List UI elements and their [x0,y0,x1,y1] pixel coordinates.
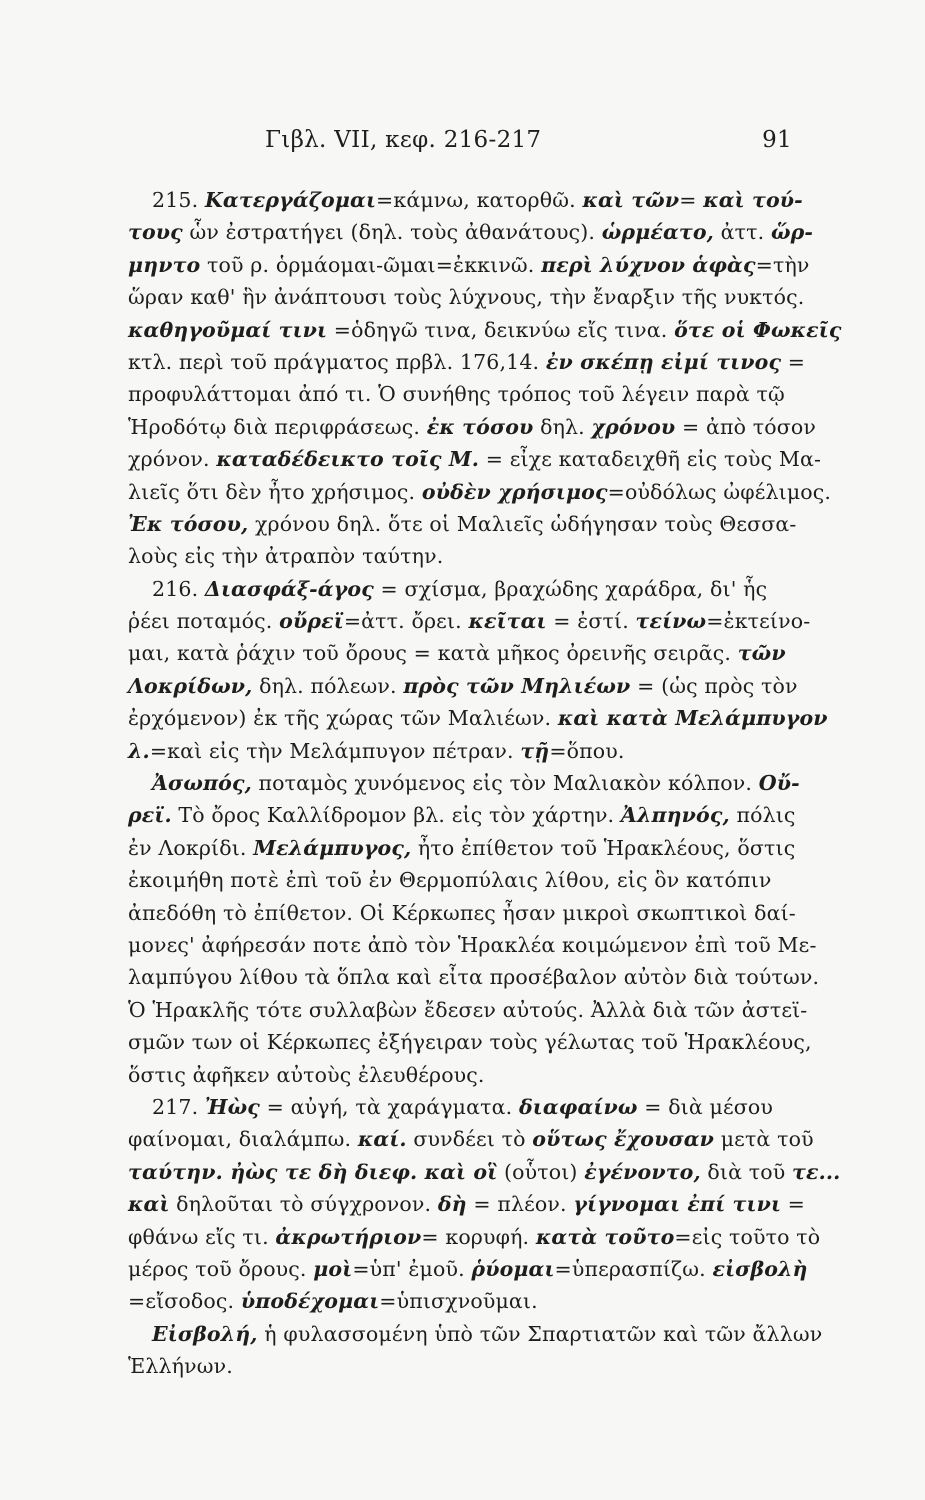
gloss-text: ἡ φυλασσομένη ὑπὸ τῶν Σπαρτιατῶν καὶ τῶν ἄλλων [257,1321,823,1346]
text-line [0,735,925,767]
text-line [0,508,925,540]
gloss-text: = πλέον. [466,1192,574,1217]
gloss-text: =ὑπερασπίζω. [554,1256,713,1281]
gloss-text: κτλ. περὶ τοῦ πράγματος πρβλ. 176,14. [128,349,546,374]
text-line [0,637,925,669]
gloss-text: λοὺς εἰς τὴν ἀτραπὸν ταύτην. [128,544,444,569]
text-line [0,249,925,281]
gloss-text: = [781,349,806,374]
text-line [0,1221,925,1253]
text-line [0,1059,925,1091]
gloss-text: =τὴν [755,252,810,277]
gloss-text: =ὅπου. [549,738,625,763]
gloss-text: = ἐστί. [546,609,636,634]
lemma-term: εἰσβολὴ [712,1256,808,1281]
gloss-text: ὅστις ἀφῆκεν αὐτοὺς ἐλευθέρους. [128,1062,485,1087]
gloss-text: =ἐκτείνο- [706,609,811,634]
lemma-term: ὥρ- [770,220,814,245]
text-line [0,411,925,443]
gloss-text: 217. [152,1094,205,1119]
text-line [0,1156,925,1188]
gloss-text: = (ὡς πρὸς τὸν [630,673,798,698]
gloss-text: = διὰ μέσου [637,1094,774,1119]
lemma-term: οὐδὲν χρήσιμος [421,479,608,504]
gloss-text: φθάνω εἴς τι. [128,1224,276,1249]
text-line [0,1285,925,1317]
lemma-term: ὡρμέατο, [601,220,714,245]
text-line [0,994,925,1026]
text-line [0,1123,925,1155]
gloss-text: χρόνον. [128,447,217,472]
lemma-term: ἐν σκέπῃ εἰμί τινος [545,349,782,374]
text-line [0,605,925,637]
text-line [0,573,925,605]
lemma-term: Κατεργάζομαι [204,188,377,212]
gloss-text: ἀττ. [713,220,771,245]
gloss-text: ὧν ἐστρατήγει (δηλ. τοὺς ἀθανάτους). [182,220,602,245]
gloss-text: = κορυφή. [421,1224,536,1249]
page-number: 91 [762,127,792,153]
gloss-text: ἦτο ἐπίθετον τοῦ Ἡρακλέους, ὅστις [411,835,796,860]
lemma-term: οὕτως ἔχουσαν [532,1127,715,1152]
text-line [0,1318,925,1350]
text-line [0,540,925,572]
gloss-text: =οὐδόλως ὠφέλιμος. [607,479,832,504]
gloss-text: =εἴσοδος. [128,1289,241,1314]
text-line [0,1350,925,1382]
text-line [0,346,925,378]
lemma-term: καὶ [128,1192,170,1217]
gloss-text: =ὁδηγῶ τινα, δεικνύω εἴς τινα. [327,317,675,342]
text-line [0,767,925,799]
gloss-text: μετὰ τοῦ [714,1127,814,1152]
gloss-text: = [781,1192,806,1217]
lemma-term: δὴ [437,1192,467,1217]
gloss-text: χρόνου δηλ. ὅτε οἱ Μαλιεῖς ὡδήγησαν τοὺς Θεσσα- [248,511,797,536]
gloss-text: ὥραν καθ' ἣν ἀνάπτουσι τοὺς λύχνους, τὴν ἔναρξιν τῆς νυκτός. [128,285,805,310]
gloss-text: σμῶν των οἱ Κέρκωπες ἐξήγειραν τοὺς γέλωτας τοῦ Ἡρακλέους, [128,1030,812,1055]
text-line [0,670,925,702]
gloss-text: διὰ τοῦ [700,1159,793,1184]
gloss-text: δηλοῦται τὸ σύγχρονον. [169,1192,438,1217]
gloss-text: = [679,188,704,212]
lemma-term: καὶ τῶν [582,188,680,212]
gloss-text: ἀπεδόθη τὸ ἐπίθετον. Οἱ Κέρκωπες ἦσαν μικροὶ σκωπτικοὶ δαί- [128,900,796,925]
gloss-text: =ὑπισχνοῦμαι. [379,1289,538,1314]
lemma-term: μηντο [128,252,201,277]
lemma-term: Διασφάξ-άγος [204,576,374,601]
gloss-text: ἐρχόμενον) ἐκ τῆς χώρας τῶν Μαλιέων. [128,706,558,731]
lemma-term: τους [128,220,183,245]
gloss-text: λαμπύγου λίθου τὰ ὅπλα καὶ εἶτα προσέβαλον αὐτὸν διὰ τούτων. [128,965,820,990]
lemma-term: Ἀσωπός, [152,771,252,796]
text-line [0,799,925,831]
running-head-title: Γιβλ. VII, κεφ. 216-217 [265,127,542,153]
lemma-term: καί. [357,1127,407,1152]
gloss-text: = εἶχε καταδειχθῆ εἰς τοὺς Μα- [479,447,822,472]
lemma-term: ἐγένοντο, [584,1159,701,1184]
text-line [0,897,925,929]
lemma-term: τείνω [635,609,707,634]
gloss-text: μονες' ἀφήρεσάν ποτε ἀπὸ τὸν Ἡρακλέα κοιμώμενον ἐπὶ τοῦ Με- [128,932,817,957]
gloss-text: (οὗτοι) [497,1159,585,1184]
text-line [0,961,925,993]
text-line [0,929,925,961]
gloss-text: ῥέει ποταμός. [128,609,280,634]
lemma-term: ὅτε οἱ Φωκεῖς [674,317,842,342]
text-line [0,1026,925,1058]
lemma-term: λ. [128,738,150,763]
text-line [0,378,925,410]
gloss-text: =κάμνω, κατορθῶ. [376,188,583,212]
lemma-term: γίγνομαι ἐπί τινι [573,1192,782,1217]
gloss-text: ἐν Λοκρίδι. [128,835,254,860]
text-line [0,281,925,313]
lemma-term: πρὸς τῶν Μηλιέων [403,673,631,698]
gloss-text: συνδέει τὸ [406,1127,533,1152]
lemma-term: κατὰ τοῦτο [535,1224,675,1249]
gloss-text: λιεῖς ὅτι δὲν ἦτο χρήσιμος. [128,479,422,504]
gloss-text: 216. [152,576,205,601]
lemma-term: ἐκ τόσου [426,414,534,439]
lemma-term: χρόνου [591,414,676,439]
lemma-term: τῶν [737,641,786,666]
text-line [0,1091,925,1123]
lemma-term: ρεϊ. [128,803,172,828]
gloss-text: Ἑλλήνων. [128,1354,233,1379]
gloss-text: μαι, κατὰ ῥάχιν τοῦ ὄρους = κατὰ μῆκος ὀρεινῆς σειρᾶς. [128,641,738,666]
text-line [0,314,925,346]
gloss-text: = αὐγή, τὰ χαράγματα. [259,1094,519,1119]
lemma-term: καὶ κατὰ Μελάμπυγον [557,706,828,731]
text-line [0,216,925,248]
gloss-text: Ὁ Ἡρακλῆς τότε συλλαβὼν ἔδεσεν αὐτούς. Ἀλλὰ διὰ τῶν ἀστεϊ- [128,997,808,1022]
lemma-term: ὑποδέχομαι [240,1289,380,1314]
gloss-text: =ἀττ. ὄρει. [343,609,469,634]
lemma-term: καθηγοῦμαί τινι [128,317,328,342]
lemma-term: ἀκρωτήριον [275,1224,422,1249]
lemma-term: κεῖται [468,609,547,634]
gloss-text: Τὸ ὄρος Καλλίδρομον βλ. εἰς τὸν χάρτην. [171,803,621,828]
text-line [0,184,925,216]
lemma-term: Ἀλπηνός, [620,803,730,828]
running-head [0,127,925,161]
text-line [0,443,925,475]
text-line [0,476,925,508]
lemma-term: Οὔ- [758,771,800,796]
lemma-term: καὶ τού- [703,188,803,212]
text-line [0,1188,925,1220]
gloss-text: =εἰς τοῦτο τὸ [674,1224,821,1249]
text-line [0,832,925,864]
text-line [0,864,925,896]
gloss-text: =καὶ εἰς τὴν Μελάμπυγον πέτραν. [149,738,521,763]
lemma-term: Μελάμπυγος, [253,835,412,860]
gloss-text: =ὑπ' ἐμοῦ. [352,1256,472,1281]
lemma-term: Ἐκ τόσου, [128,511,249,536]
gloss-text: = σχίσμα, βραχώδης χαράδρα, δι' ἧς [373,576,768,601]
lemma-term: τῇ [520,738,550,763]
gloss-text: πόλις [729,803,796,828]
gloss-text: φαίνομαι, διαλάμπω. [128,1127,358,1152]
text-line [0,1253,925,1285]
gloss-text: τοῦ ρ. ὁρμάομαι-ῶμαι=ἐκκινῶ. [200,252,542,277]
lemma-term: μοὶ [313,1256,353,1281]
lemma-term: οὔρεϊ [279,609,344,634]
lemma-term: περὶ λύχνον ἁφὰς [541,252,756,277]
gloss-text: προφυλάττομαι ἀπό τι. Ὁ συνήθης τρόπος τοῦ λέγειν παρὰ τῷ [128,382,785,407]
lemma-term: καταδέδεικτο τοῖς Μ. [216,447,480,472]
commentary-text [0,184,925,1382]
gloss-text: ποταμὸς χυνόμενος εἰς τὸν Μαλιακὸν κόλπον. [251,771,759,796]
lemma-term: ῥύομαι [471,1256,555,1281]
gloss-text: Ἡροδότῳ διὰ περιφράσεως. [128,414,427,439]
lemma-term: Λοκρίδων, [128,673,253,698]
gloss-text: ἐκοιμήθη ποτὲ ἐπὶ τοῦ ἐν Θερμοπύλαις λίθου, εἰς ὃν κατόπιν [128,868,772,893]
gloss-text: = ἀπὸ τόσον [675,414,816,439]
lemma-term: Ἠὼς [204,1094,260,1119]
gloss-text: μέρος τοῦ ὄρους. [128,1256,314,1281]
gloss-text: 215. [152,188,205,212]
lemma-term: Εἰσβολή, [152,1321,258,1346]
gloss-text: δηλ. πόλεων. [252,673,404,698]
gloss-text: δηλ. [533,414,592,439]
lemma-term: τε... [792,1159,841,1184]
text-line [0,702,925,734]
lemma-term: ταύτην. ἠὼς τε δὴ διεφ. καὶ οἳ [128,1159,498,1184]
lemma-term: διαφαίνω [518,1094,638,1119]
